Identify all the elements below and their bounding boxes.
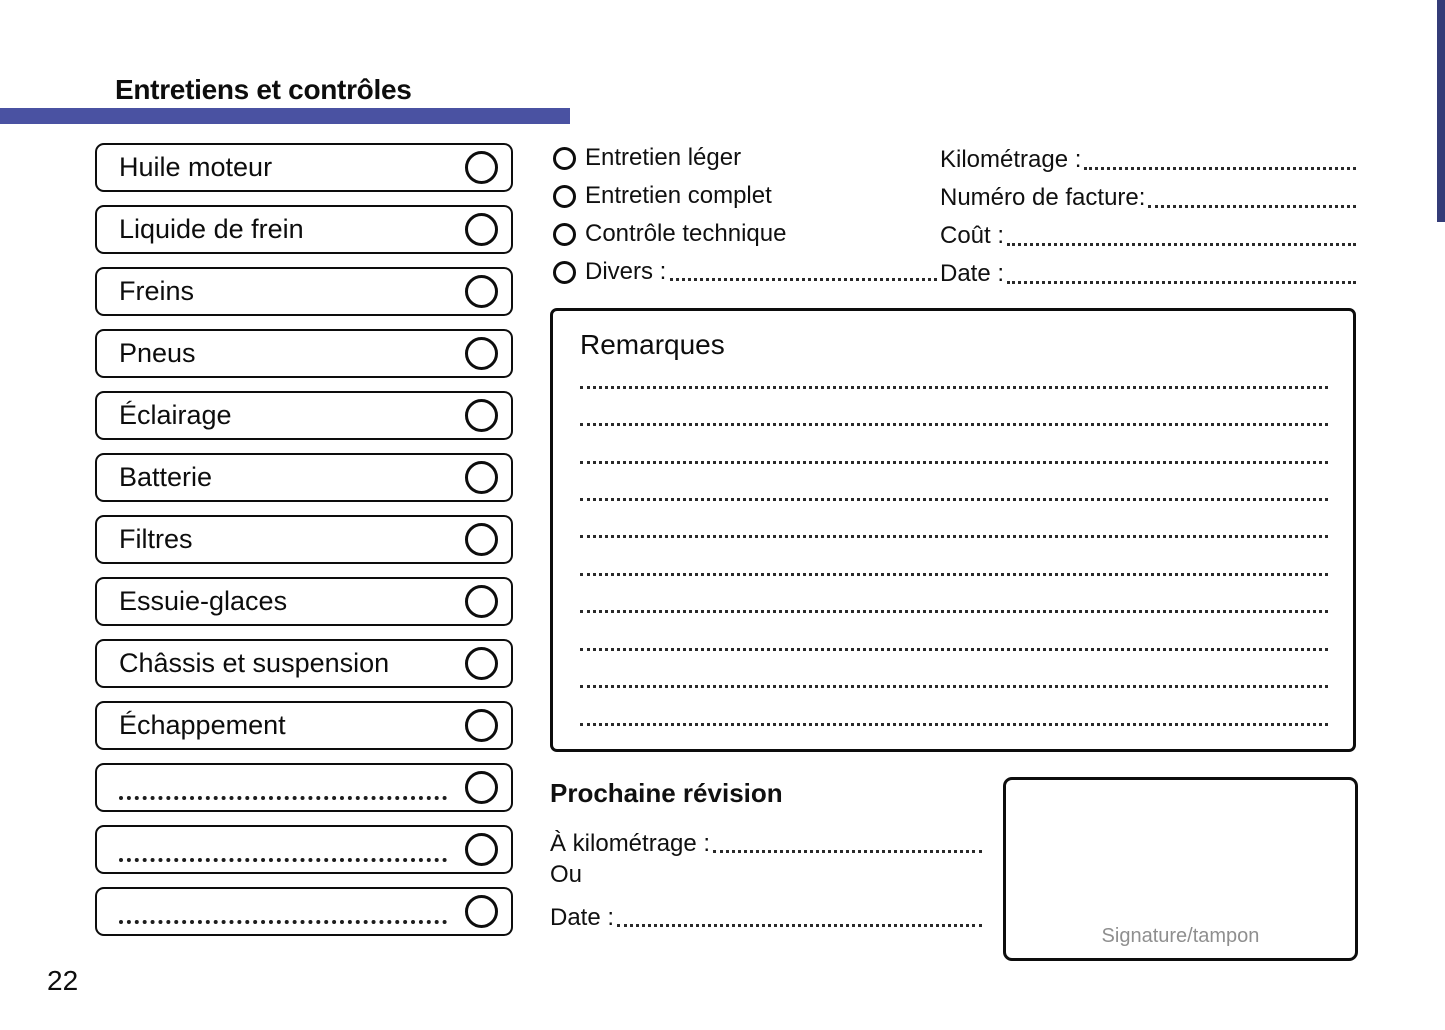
- remark-ruled-line: [580, 723, 1328, 726]
- checklist-item-label: Liquide de frein: [119, 214, 304, 244]
- next-service-mileage-label: À kilométrage :: [550, 829, 711, 857]
- check-circle[interactable]: [465, 461, 498, 494]
- remark-ruled-line: [580, 685, 1328, 688]
- page-title: Entretiens et contrôles: [115, 74, 412, 105]
- title-underline-bar: [0, 108, 570, 124]
- checklist-item-blank-2: [95, 825, 513, 874]
- next-service-or-label: Ou: [550, 861, 583, 888]
- radio-circle[interactable]: [553, 261, 576, 284]
- remark-ruled-line: [580, 423, 1328, 426]
- checklist-item-label: Essuie-glaces: [119, 586, 288, 616]
- checklist-item-label: Filtres: [119, 524, 193, 554]
- section-tab-marker: [1437, 0, 1445, 222]
- cout-dotted-line: [1007, 243, 1356, 246]
- next-service-date-label: Date :: [550, 903, 615, 931]
- radio-circle[interactable]: [553, 223, 576, 246]
- checklist-item-label: Pneus: [119, 338, 196, 368]
- page-number: 22: [47, 965, 79, 996]
- date-dotted-line: [1007, 281, 1356, 284]
- option-controle-technique: [553, 215, 937, 253]
- check-circle[interactable]: [465, 523, 498, 556]
- checklist-item-huile-moteur: [95, 143, 513, 192]
- field-label: Date :: [940, 259, 1005, 287]
- checklist-item-label: Châssis et suspension: [119, 648, 390, 678]
- field-date: [940, 253, 1356, 291]
- next-service-heading: Prochaine révision: [550, 778, 783, 808]
- radio-circle[interactable]: [553, 185, 576, 208]
- next-service-date: [550, 896, 982, 930]
- option-entretien-leger: [553, 139, 937, 177]
- check-circle[interactable]: [465, 337, 498, 370]
- checklist-item-blank-3: [95, 887, 513, 936]
- check-circle[interactable]: [465, 895, 498, 928]
- checklist-item-label: Batterie: [119, 462, 213, 492]
- facture-dotted-line: [1148, 205, 1356, 208]
- option-label: Entretien complet: [585, 182, 772, 209]
- blank-entry-line: [119, 858, 447, 862]
- checklist-item-eclairage: [95, 391, 513, 440]
- mileage-dotted-line: [713, 850, 982, 853]
- check-circle[interactable]: [465, 151, 498, 184]
- option-divers: [553, 253, 937, 291]
- next-date-dotted-line: [617, 924, 982, 927]
- checklist-item-liquide-de-frein: [95, 205, 513, 254]
- next-service-mileage: [550, 822, 982, 856]
- field-kilometrage: [940, 139, 1356, 177]
- check-circle[interactable]: [465, 275, 498, 308]
- checklist-item-label: Échappement: [119, 710, 286, 740]
- field-label: Kilométrage :: [940, 145, 1082, 173]
- radio-circle[interactable]: [553, 147, 576, 170]
- blank-entry-line: [119, 796, 447, 800]
- option-label: Entretien léger: [585, 144, 742, 171]
- service-record-fields: [940, 139, 1356, 291]
- option-label: Contrôle technique: [585, 220, 787, 247]
- checklist-item-pneus: [95, 329, 513, 378]
- checklist-item-chassis-suspension: [95, 639, 513, 688]
- signature-placeholder: Signature/tampon: [1101, 925, 1260, 947]
- check-circle[interactable]: [465, 771, 498, 804]
- check-circle[interactable]: [465, 647, 498, 680]
- checklist-item-blank-1: [95, 763, 513, 812]
- checklist-item-label: Éclairage: [119, 400, 232, 430]
- blank-entry-line: [119, 920, 447, 924]
- check-circle[interactable]: [465, 585, 498, 618]
- field-label: Coût :: [940, 221, 1005, 249]
- check-circle[interactable]: [465, 213, 498, 246]
- remark-ruled-line: [580, 648, 1328, 651]
- field-numero-facture: [940, 177, 1356, 215]
- checklist-item-batterie: [95, 453, 513, 502]
- kilometrage-dotted-line: [1084, 167, 1356, 170]
- remark-ruled-line: [580, 610, 1328, 613]
- option-label: Divers :: [585, 258, 667, 285]
- check-circle[interactable]: [465, 399, 498, 432]
- field-label: Numéro de facture:: [940, 183, 1146, 211]
- remarks-title: Remarques: [580, 329, 725, 360]
- remark-ruled-line: [580, 498, 1328, 501]
- checklist-item-label: Freins: [119, 276, 195, 306]
- divers-dotted-line: [670, 278, 937, 281]
- checklist-item-filtres: [95, 515, 513, 564]
- remarks-box: [550, 308, 1356, 752]
- signature-box: [1003, 777, 1358, 961]
- check-circle[interactable]: [465, 833, 498, 866]
- checklist-item-echappement: [95, 701, 513, 750]
- option-entretien-complet: [553, 177, 937, 215]
- checklist-item-essuie-glaces: [95, 577, 513, 626]
- remark-ruled-line: [580, 573, 1328, 576]
- remark-ruled-line: [580, 461, 1328, 464]
- remark-ruled-line: [580, 386, 1328, 389]
- service-type-options: [553, 139, 937, 291]
- checklist-item-label: Huile moteur: [119, 152, 273, 182]
- checklist-item-freins: [95, 267, 513, 316]
- field-cout: [940, 215, 1356, 253]
- remark-ruled-line: [580, 535, 1328, 538]
- check-circle[interactable]: [465, 709, 498, 742]
